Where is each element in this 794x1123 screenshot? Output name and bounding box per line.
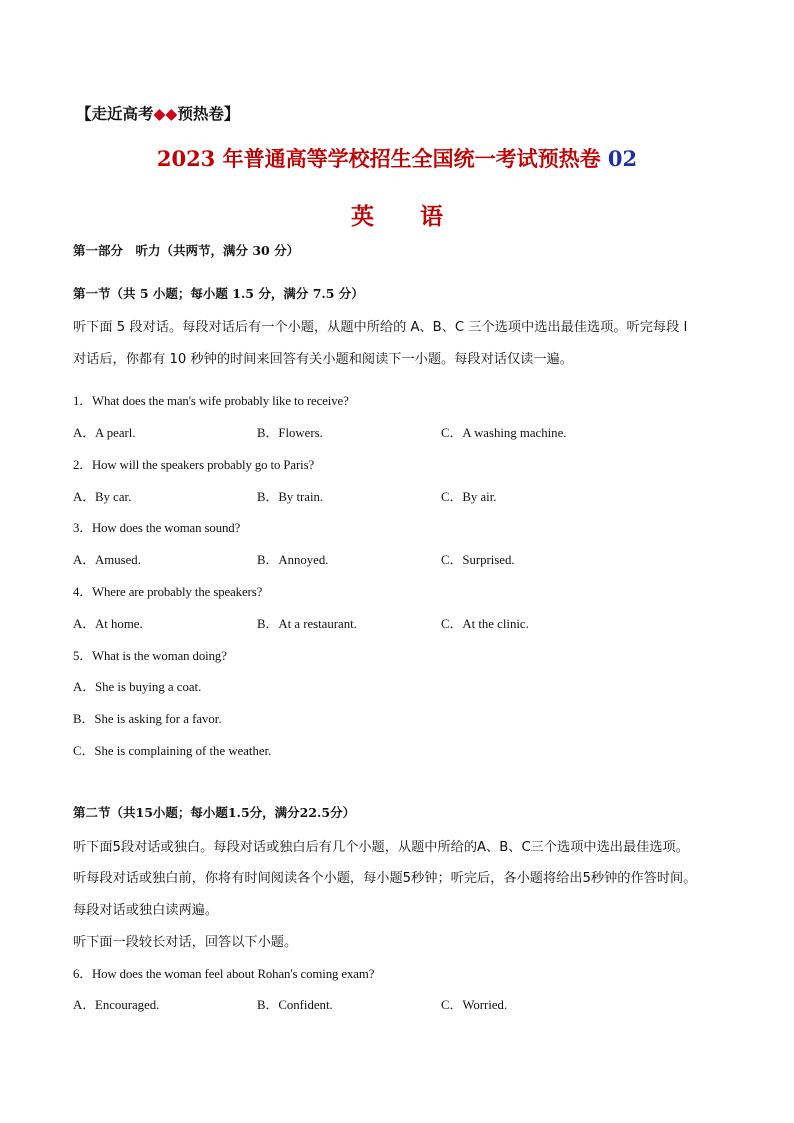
subject-title: 英 语 bbox=[351, 203, 443, 230]
option-a: A．Encouraged. bbox=[73, 998, 160, 1012]
option-c: C．By air. bbox=[441, 490, 497, 504]
section1-heading: 第一节（共 5 小题；每小题 1.5 分，满分 7.5 分） bbox=[73, 286, 364, 301]
option-b: B．She is asking for a favor. bbox=[73, 712, 222, 726]
option-b: B．Annoyed. bbox=[257, 553, 329, 567]
question-stem: 1．What does the man's wife probably like to receive? bbox=[73, 394, 349, 408]
option-a: A．Amused. bbox=[73, 553, 141, 567]
part-heading: 第一部分 听力（共两节，满分 30 分） bbox=[73, 243, 300, 258]
option-a: A．She is buying a coat. bbox=[73, 680, 202, 694]
section2-instruction-line: 听下面一段较长对话，回答以下小题。 bbox=[73, 935, 298, 950]
title-number: 02 bbox=[607, 146, 638, 171]
option-b: B．Flowers. bbox=[257, 426, 323, 440]
title-main: 2023 年普通高等学校招生全国统一考试预热卷 bbox=[156, 146, 608, 171]
section2-heading: 第二节（共15小题；每小题1.5分，满分22.5分） bbox=[73, 805, 356, 820]
section1-instruction-line: 听下面 5 段对话。每段对话后有一个小题，从题中所给的 A、B、C 三个选项中选出最佳选项。听完每段 I bbox=[73, 320, 688, 335]
exam-tag bbox=[76, 102, 239, 124]
section2-instruction-line: 听每段对话或独白前，你将有时间阅读各个小题，每小题5秒钟；听完后，各小题将给出5秒钟的作答时间。 bbox=[73, 871, 697, 886]
page-title bbox=[0, 143, 794, 173]
option-b: B．Confident. bbox=[257, 998, 333, 1012]
section2-instruction-line: 听下面5段对话或独白。每段对话或独白后有几个小题，从题中所给的A、B、C三个选项中选出最佳选项。 bbox=[73, 840, 689, 855]
option-b: B．At a restaurant. bbox=[257, 617, 357, 631]
question-stem: 4．Where are probably the speakers? bbox=[73, 585, 263, 599]
question-stem: 6．How does the woman feel about Rohan's coming exam? bbox=[73, 967, 375, 981]
option-a: A．At home. bbox=[73, 617, 143, 631]
section2-instruction-line: 每段对话或独白读两遍。 bbox=[73, 903, 219, 918]
question-stem: 2．How will the speakers probably go to Paris? bbox=[73, 458, 315, 472]
exam-tag-open: 【走近高考 bbox=[76, 104, 154, 123]
diamond-icons: ◆◆ bbox=[153, 104, 178, 123]
option-c: C．Surprised. bbox=[441, 553, 515, 567]
section1-instruction-line: 对话后，你都有 10 秒钟的时间来回答有关小题和阅读下一小题。每段对话仅读一遍。 bbox=[73, 352, 573, 367]
question-stem: 5．What is the woman doing? bbox=[73, 649, 227, 663]
option-c: C．A washing machine. bbox=[441, 426, 567, 440]
option-c: C．At the clinic. bbox=[441, 617, 529, 631]
question-stem: 3．How does the woman sound? bbox=[73, 521, 241, 535]
option-c: C．Worried. bbox=[441, 998, 508, 1012]
option-c: C．She is complaining of the weather. bbox=[73, 744, 272, 758]
exam-tag-close: 预热卷】 bbox=[177, 104, 240, 123]
option-b: B．By train. bbox=[257, 490, 324, 504]
option-a: A．By car. bbox=[73, 490, 132, 504]
option-a: A．A pearl. bbox=[73, 426, 136, 440]
